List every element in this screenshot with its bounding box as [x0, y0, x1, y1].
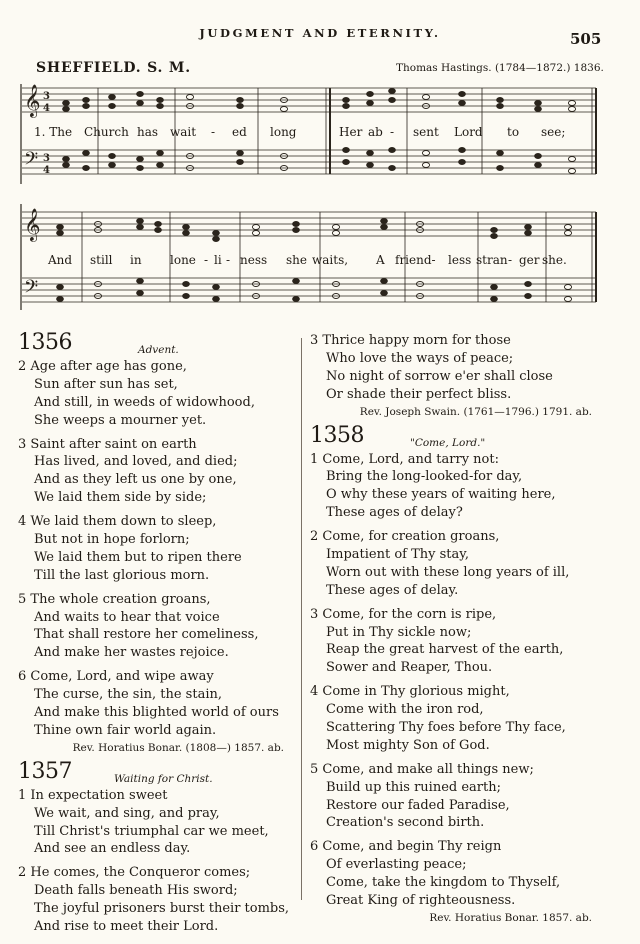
verse-line: Or shade their perfect bliss. — [326, 386, 512, 402]
lyric-syllable: friend- — [395, 253, 436, 267]
lyric-syllable: - — [211, 125, 216, 139]
lyric-syllable: - — [204, 253, 209, 267]
lyric-syllable: wait — [170, 125, 197, 139]
svg-text:𝄞: 𝄞 — [24, 208, 41, 241]
verse-line: And still, in weeds of widowhood, — [34, 394, 255, 410]
lyric-syllable: she — [286, 253, 307, 267]
verse-line: And see an endless day. — [34, 841, 191, 857]
stanza — [310, 761, 592, 833]
lyric-syllable: she. — [542, 253, 567, 267]
lyric-syllable: stran — [476, 253, 508, 267]
verse-line: 3 Thrice happy morn for those — [310, 333, 511, 348]
hymn-1356-header — [18, 330, 284, 358]
stanza — [310, 838, 592, 910]
stanza — [310, 332, 592, 404]
hymn-title: Waiting for Christ. — [114, 772, 213, 785]
verse-line: These ages of delay? — [326, 505, 463, 521]
lyric-syllable: has — [137, 125, 159, 139]
svg-text:4: 4 — [43, 165, 50, 176]
hymn-attribution: Rev. Horatius Bonar. 1857. ab. — [429, 911, 592, 924]
verse-line: That shall restore her comeliness, — [34, 627, 259, 643]
lyric-syllable: sent — [413, 125, 439, 139]
stanza — [310, 528, 592, 600]
lyric-syllable: ness — [240, 253, 268, 267]
verse-line: Sower and Reaper, Thou. — [326, 660, 493, 676]
verse-line: 4 Come in Thy glorious might, — [310, 684, 510, 700]
verse-line: Impatient of Thy stay, — [326, 547, 470, 563]
left-column — [18, 330, 290, 936]
lyric-line-2 — [0, 253, 640, 269]
stanza — [18, 358, 284, 430]
hymn-number: 1358 — [310, 422, 364, 448]
lyric-syllable: Lord — [454, 125, 483, 139]
hymn-attribution: Rev. Horatius Bonar. (1808—) 1857. ab. — [72, 741, 284, 754]
lyric-syllable: li — [214, 253, 222, 267]
lyric-syllable: less — [448, 253, 472, 267]
verse-line: Of everlasting peace; — [326, 857, 467, 873]
verse-line: Come, take the kingdom to Thyself, — [326, 875, 561, 891]
verse-line: 6 Come, Lord, and wipe away — [18, 669, 214, 685]
lyric-syllable: - — [508, 253, 513, 267]
verse-line: Put in Thy sickle now; — [326, 624, 472, 640]
stanza — [18, 513, 284, 585]
tune-composer: Thomas Hastings. (1784—1872.) 1836. — [396, 62, 604, 74]
lyric-syllable: - — [226, 253, 231, 267]
svg-text:3: 3 — [43, 91, 50, 102]
verse-line: Death falls beneath His sword; — [34, 883, 238, 899]
running-head: JUDGMENT AND ETERNITY. — [199, 26, 441, 40]
verse-line: We laid them side by side; — [34, 490, 207, 506]
stanza — [310, 451, 592, 523]
verse-line: Restore our faded Paradise, — [326, 797, 510, 813]
verse-line: But not in hope forlorn; — [34, 532, 190, 548]
verse-line: We wait, and sing, and pray, — [34, 805, 220, 821]
verse-line: Come with the iron rod, — [326, 702, 484, 718]
verse-line: No night of sorrow e'er shall close — [326, 368, 553, 384]
lyric-syllable: still — [90, 253, 113, 267]
column-divider — [301, 338, 302, 900]
svg-text:𝄞: 𝄞 — [24, 84, 41, 117]
verse-line: 1 In expectation sweet — [18, 787, 168, 803]
verse-line: 3 Saint after saint on earth — [18, 436, 197, 452]
verse-line: O why these years of waiting here, — [326, 487, 556, 503]
stanza — [18, 864, 290, 936]
verse-line: Most mighty Son of God. — [326, 737, 490, 753]
verse-line: Bring the long-looked-for day, — [326, 469, 523, 485]
lyric-syllable: waits, — [312, 253, 349, 267]
verse-line: Creation's second birth. — [326, 815, 485, 831]
verse-line: These ages of delay. — [326, 582, 459, 598]
stanza — [310, 683, 592, 755]
verse-line: 6 Come, and begin Thy reign — [310, 839, 502, 855]
verse-line: Sun after sun has set, — [34, 376, 178, 392]
verse-line: Worn out with these long years of ill, — [326, 564, 570, 580]
hymn-title: Advent. — [138, 344, 179, 356]
verse-line: 2 He comes, the Conqueror comes; — [18, 865, 251, 881]
verse-line: 4 We laid them down to sleep, — [18, 514, 217, 530]
stanza — [18, 668, 284, 740]
page-number: 505 — [570, 30, 602, 48]
lyric-syllable: 1. The — [34, 125, 73, 139]
right-column — [310, 332, 592, 927]
stanza — [18, 787, 284, 859]
verse-line: Reap the great harvest of the earth, — [326, 642, 564, 658]
stanza — [310, 606, 592, 678]
lyric-syllable: long — [270, 125, 297, 139]
verse-line: The joyful prisoners burst their tombs, — [34, 901, 290, 917]
verse-line: 2 Age after age has gone, — [18, 359, 187, 374]
lyric-syllable: A — [376, 253, 385, 267]
verse-line: 5 Come, and make all things new; — [310, 761, 534, 777]
verse-line: Has lived, and loved, and died; — [34, 454, 238, 470]
verse-line: Great King of righteousness. — [326, 893, 516, 909]
stanza — [18, 591, 284, 663]
lyric-syllable: to — [507, 125, 520, 139]
verse-line: 1 Come, Lord, and tarry not: — [310, 451, 499, 467]
verse-line: 3 Come, for the corn is ripe, — [310, 606, 497, 622]
hymn-1358-header — [310, 422, 592, 451]
lyric-syllable: in — [130, 253, 142, 267]
hymn-number: 1357 — [18, 758, 72, 784]
tune-name: SHEFFIELD. S. M. — [36, 60, 191, 76]
lyric-syllable: ab — [368, 125, 383, 139]
svg-text:3: 3 — [43, 153, 50, 164]
verse-line: And make her wastes rejoice. — [34, 645, 229, 661]
verse-line: And rise to meet their Lord. — [34, 919, 219, 935]
verse-line: And waits to hear that voice — [34, 609, 220, 625]
hymn-number: 1356 — [18, 330, 72, 355]
lyric-syllable: Her — [339, 125, 363, 139]
verse-line: Till the last glorious morn. — [34, 567, 210, 583]
svg-text:𝄢: 𝄢 — [24, 149, 39, 174]
stanza — [18, 436, 284, 508]
lyric-syllable: ger — [519, 253, 540, 267]
hymn-title: "Come, Lord." — [410, 436, 486, 449]
verse-line: And as they left us one by one, — [34, 472, 237, 488]
verse-line: The curse, the sin, the stain, — [34, 687, 222, 703]
verse-line: Who love the ways of peace; — [326, 350, 514, 366]
lyric-syllable: Church — [84, 125, 129, 139]
verse-line: 2 Come, for creation groans, — [310, 529, 500, 545]
verse-line: 5 The whole creation groans, — [18, 591, 211, 607]
verse-line: We laid them but to ripen there — [34, 549, 242, 565]
hymn-1357-header — [18, 758, 284, 787]
lyric-line-1 — [0, 125, 640, 141]
lyric-syllable: ed — [232, 125, 247, 139]
verse-line: And make this blighted world of ours — [34, 705, 279, 721]
lyric-syllable: see; — [541, 125, 566, 139]
verse-line: Scattering Thy foes before Thy face, — [326, 720, 566, 736]
verse-line: She weeps a mourner yet. — [34, 412, 207, 428]
lyric-syllable: - — [390, 125, 395, 139]
lyric-syllable: lone — [170, 253, 196, 267]
verse-line: Till Christ's triumphal car we meet, — [34, 823, 269, 839]
svg-text:𝄢: 𝄢 — [24, 277, 39, 302]
svg-text:4: 4 — [43, 103, 50, 114]
verse-line: Build up this ruined earth; — [326, 779, 501, 795]
lyric-syllable: And — [48, 253, 73, 267]
hymn-attribution: Rev. Joseph Swain. (1761—1796.) 1791. ab. — [359, 405, 592, 418]
verse-line: Thine own fair world again. — [34, 722, 217, 738]
